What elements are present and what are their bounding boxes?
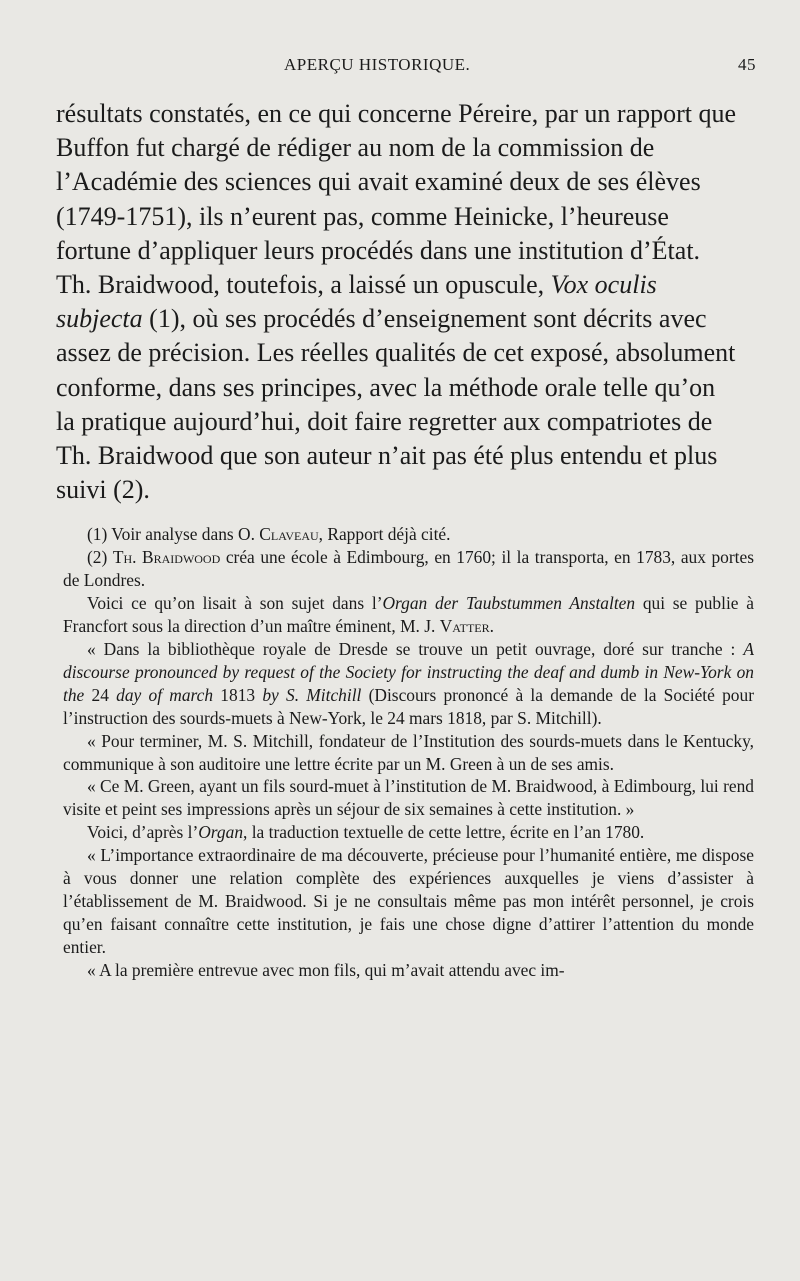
voici-text-1: Voici, d’après l’	[87, 822, 199, 843]
author-vatter: Vatter	[439, 616, 490, 637]
footnote-2-text: créa une école à Edimbourg, en 1760; il la transporta, en 1783, aux portes de Londres.	[63, 547, 754, 591]
footnote-2	[63, 546, 754, 592]
footnote-voici	[63, 821, 754, 844]
discourse-title: A discourse pronounced by request of the Society for instructing the deaf and dumb in New-York on the	[63, 638, 754, 705]
organ-title: Organ der Taubstummen Anstalten	[382, 593, 636, 614]
dresde-text-2: (Discours prononcé à la demande de la Société pour l’instruction des sourds-muets à New-York, le 24 mars 1818, par S. Mitchill).	[63, 684, 754, 728]
body-paragraph	[56, 97, 738, 507]
organ-text-2: qui se publie à Francfort sous la direction d’un maître éminent, M. J.	[63, 593, 754, 637]
author-mitchill: S. Mitchill	[286, 684, 362, 705]
running-title: APERÇU HISTORIQUE.	[284, 55, 471, 74]
discourse-day: 24	[84, 684, 117, 705]
footnote-1	[63, 523, 754, 546]
running-header	[56, 55, 756, 75]
voici-organ: Organ	[198, 822, 244, 843]
discourse-month: day of march	[116, 684, 214, 705]
book-title-vox: Vox oculis subjecta	[56, 270, 657, 334]
footnote-organ	[63, 592, 754, 638]
footnote-green: « Ce M. Green, ayant un fils sourd-muet à l’institution de M. Braidwood, à Edimbourg, lui rend visite et peint ses impressions après un séjour de six semaines à cette institution. »	[63, 776, 754, 820]
page-number: 45	[738, 55, 756, 74]
voici-text-2: , la traduction textuelle de cette lettre, écrite en l’an 1780.	[243, 822, 645, 843]
author-claveau: Claveau	[259, 524, 319, 545]
footnotes	[63, 523, 754, 981]
footnote-terminer: « Pour terminer, M. S. Mitchill, fondateur de l’Institution des sourds-muets dans le Kentucky, communique à son auditoire une lettre écrite par un M. Green à un de ses amis.	[63, 730, 754, 774]
author-braidwood: Th. Braidwood	[112, 547, 221, 568]
dresde-text-1: « Dans la bibliothèque royale de Dresde se trouve un petit ouvrage, doré sur tranche :	[87, 638, 744, 659]
organ-text-3: .	[489, 616, 494, 637]
discourse-by: by	[262, 684, 279, 705]
footnote-2-prefix: (2)	[87, 547, 113, 568]
discourse-year: 1813	[213, 684, 263, 705]
footnote-dresde	[63, 638, 754, 730]
organ-text-1: Voici ce qu’on lisait à son sujet dans l’	[87, 593, 383, 614]
footnote-premiere: « A la première entrevue avec mon fils, qui m’avait attendu avec im-	[87, 959, 565, 980]
body-text-2: (1), où ses procédés d’enseignement sont décrits avec assez de précision. Les réelles qualités de cet exposé, absolument conforme, dans ses principes, avec la méthode orale telle qu’on la pratique aujourd’hui, doit faire regretter aux compatriotes de Th. Braidwood que son auteur n’ait pas été plus entendu et plus suivi (2).	[56, 304, 736, 505]
body-text-1: résultats constatés, en ce qui concerne Péreire, par un rapport que Buffon fut chargé de rédiger au nom de la commission de l’Académie des sciences qui avait examiné deux de ses élèves (1749-1751), ils n’eurent pas, comme Heinicke, l’heureuse fortune d’appliquer leurs procédés dans une institution d’État. Th. Braidwood, toutefois, a laissé un opuscule,	[56, 99, 737, 300]
main-text	[56, 97, 738, 507]
footnote-1-suffix: , Rapport déjà cité.	[318, 524, 451, 545]
footnote-1-text: (1) Voir analyse dans O.	[87, 524, 260, 545]
footnote-importance: « L’importance extraordinaire de ma découverte, précieuse pour l’humanité entière, me dispose à vous donner une relation complète des expériences auxquelles je viens d’assister à l’établissement de M. Braidwood. Si je ne consultais même pas mon intérêt personnel, je crois qu’en faisant connaître cette institution, je fais une chose digne d’attirer l’attention du monde entier.	[63, 845, 754, 957]
